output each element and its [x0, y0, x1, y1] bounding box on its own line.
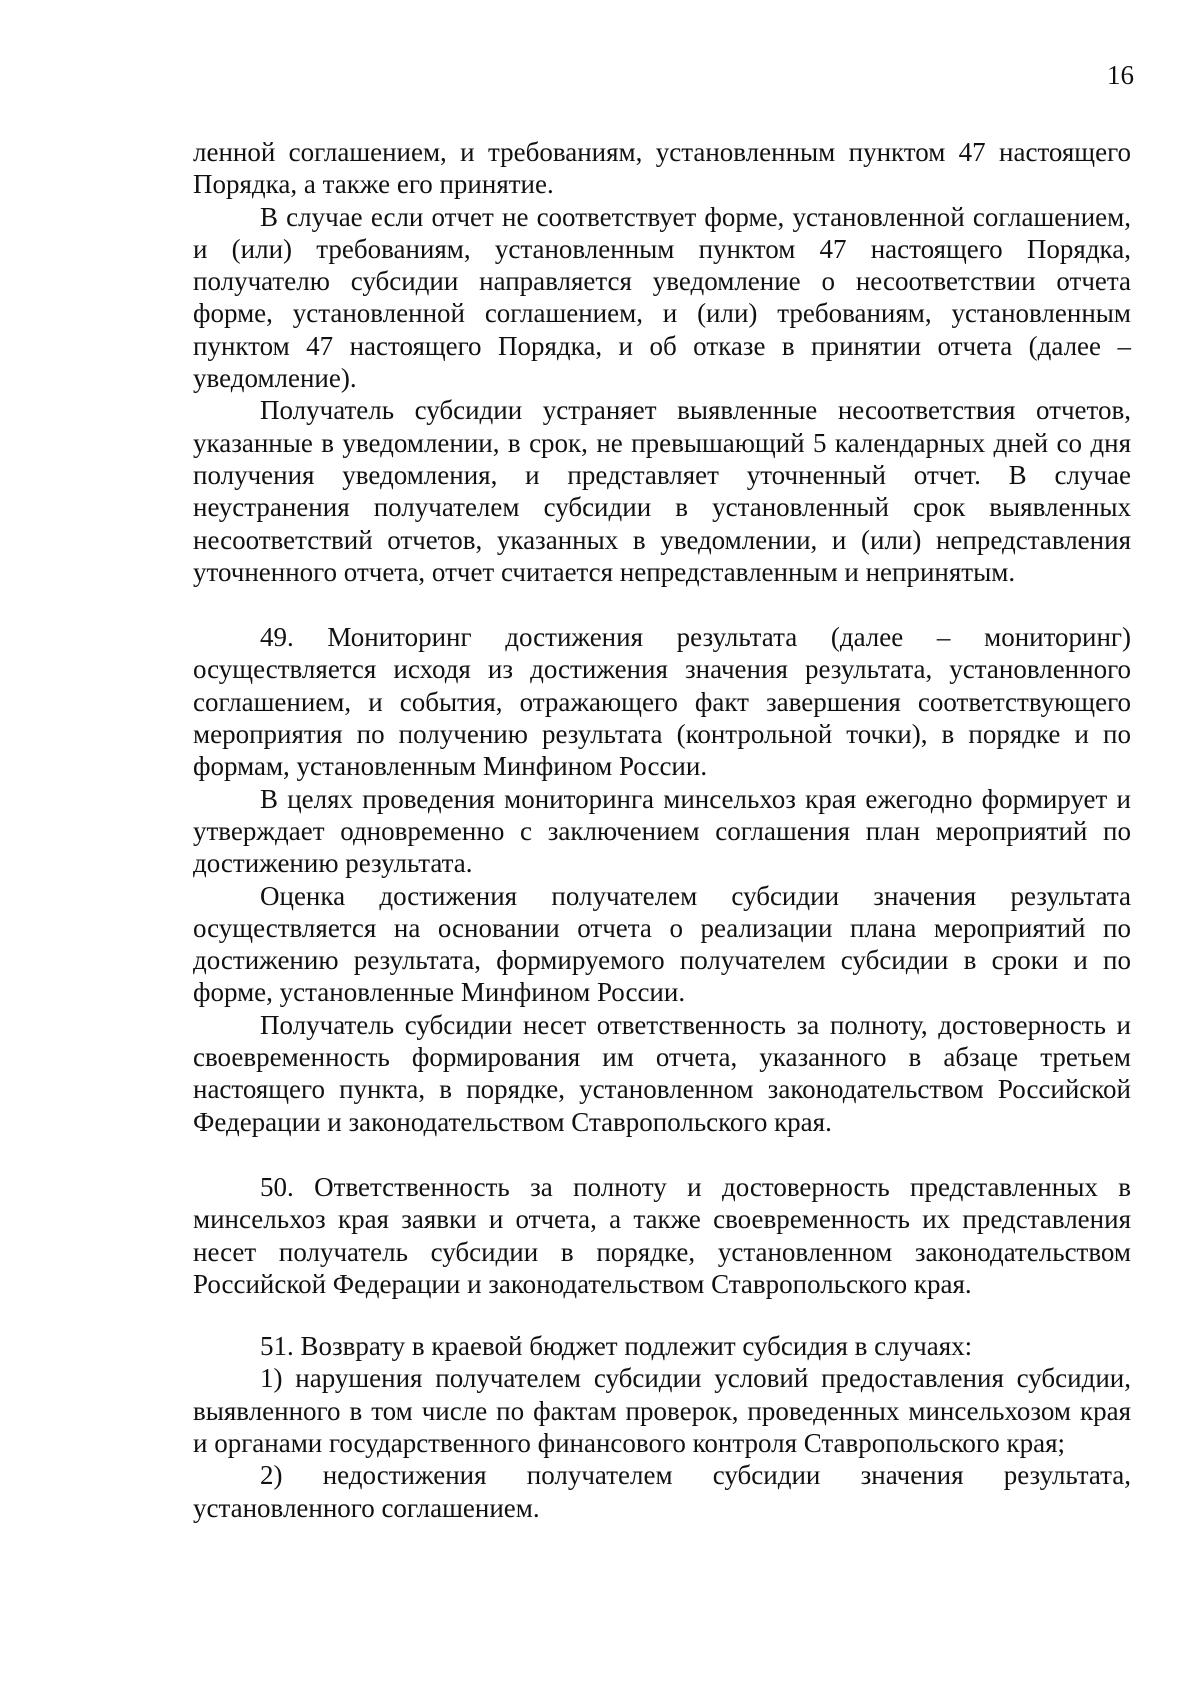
paragraph-clause-51: 51. Возврату в краевой бюджет подлежит субсидия в случаях:	[260, 1331, 973, 1362]
paragraph-recipient-corrections: Получатель субсидии устраняет выявленные несоответствия отчетов, указанные в уведомлении, в срок, не превышающий 5 календарных дней со дня получения уведомления, и представляет уточненный отчет. В случае неустранения получателем субсидии в установленный срок выявленных несоответствий отчетов, указанных в уведомлении, и (или) непредставления уточненного отчета, отчет считается непредставленным и непринятым.	[193, 395, 1131, 587]
list-item-violation: 1) нарушения получателем субсидии условий предоставления субсидии, выявленного в том числе по фактам проверок, проведенных минсельхозом края и органами государственного финансового контроля Ставропольского края;	[193, 1363, 1131, 1458]
section-spacer	[193, 1300, 1131, 1330]
body-text	[193, 136, 1131, 1524]
list-item-not-achieved: 2) недостижения получателем субсидии значения результата, установленного соглашением.	[193, 1460, 1131, 1523]
paragraph-clause-49: 49. Мониторинг достижения результата (далее – мониторинг) осуществляется исходя из достижения значения результата, установленного соглашением, и события, отражающего факт завершения соответствующего мероприятия по получению результата (контрольной точки), в порядке и по формам, установленным Минфином России.	[193, 622, 1131, 782]
paragraph-responsibility: Получатель субсидии несет ответственность за полноту, достоверность и своевременность формирования им отчета, указанного в абзаце третьем настоящего пункта, в порядке, установленном законодательством Российской Федерации и законодательством Ставропольского края.	[193, 1009, 1131, 1137]
paragraph-continuation: ленной соглашением, и требованиям, установленным пунктом 47 настоящего Порядка, а также его принятие.	[193, 137, 1131, 200]
paragraph-report-mismatch: В случае если отчет не соответствует форме, установленной соглашением, и (или) требованиям, установленным пунктом 47 настоящего Порядка, получателю субсидии направляется уведомление о несоответствии отчета форме, установленной соглашением, и (или) требованиям, установленным пунктом 47 настоящего Порядка, и об отказе в принятии отчета (далее – уведомление).	[193, 201, 1131, 394]
section-spacer	[193, 1138, 1131, 1171]
section-spacer	[193, 588, 1131, 621]
paragraph-assessment: Оценка достижения получателем субсидии значения результата осуществляется на основании отчета о реализации плана мероприятий по достижению результата, формируемого получателем субсидии в сроки и по форме, установленные Минфином России.	[193, 880, 1131, 1008]
paragraph-monitoring-plan: В целях проведения мониторинга минсельхоз края ежегодно формирует и утверждает одновременно с заключением соглашения план мероприятий по достижению результата.	[193, 783, 1131, 879]
paragraph-clause-50: 50. Ответственность за полноту и достоверность представленных в минсельхоз края заявки и отчета, а также своевременность их представления несет получатель субсидии в порядке, установленном законодательством Российской Федерации и законодательством Ставропольского края.	[193, 1171, 1131, 1299]
page-number: 16	[1107, 60, 1134, 90]
